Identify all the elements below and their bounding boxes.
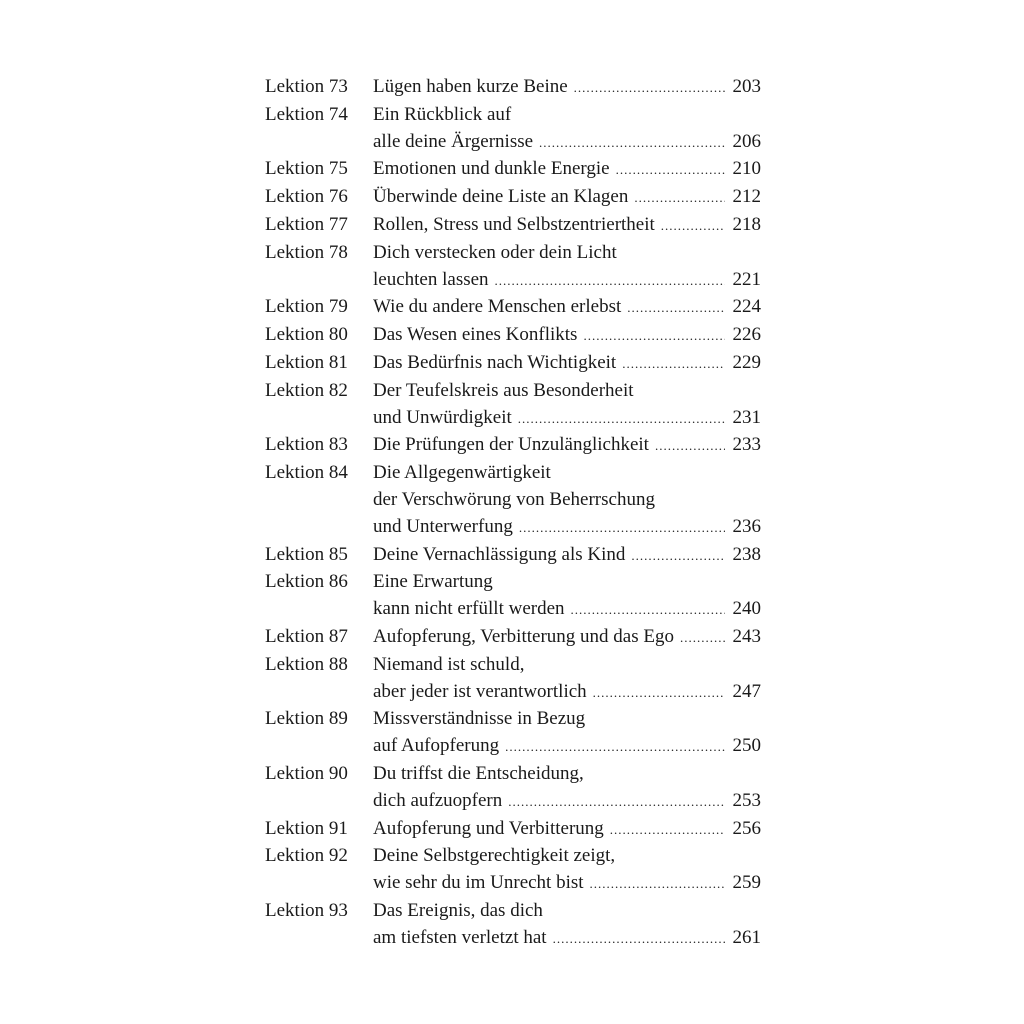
- lesson-number: Lektion 81: [265, 351, 348, 373]
- page-number: 210: [732, 158, 761, 180]
- lesson-title-text: leuchten lassen: [373, 268, 489, 290]
- lesson-title-text: wie sehr du im Unrecht bist: [373, 872, 584, 894]
- toc-entry: [265, 460, 761, 541]
- page-number: 247: [732, 680, 761, 702]
- page-number: 243: [732, 625, 761, 647]
- toc-entry: [265, 240, 761, 295]
- lesson-number: Lektion 91: [265, 817, 348, 839]
- toc-entry: [265, 843, 761, 898]
- lesson-title-block: [373, 322, 761, 350]
- lesson-title-final-line: [373, 294, 761, 322]
- lesson-title-line: Der Teufelskreis aus Besonderheit: [373, 379, 634, 401]
- lesson-title-line: Missverständnisse in Bezug: [373, 708, 586, 730]
- page-number: 226: [732, 324, 761, 346]
- page-number: 233: [732, 434, 761, 456]
- page-number: 259: [732, 872, 761, 894]
- lesson-title-final-line: [373, 679, 761, 707]
- dot-leader: [661, 213, 725, 240]
- dot-leader: [574, 75, 725, 102]
- lesson-title-final-line: [373, 925, 761, 953]
- dot-leader: [495, 268, 725, 295]
- page-number: 224: [732, 296, 761, 318]
- toc-entry: [265, 378, 761, 433]
- toc-entry: [265, 212, 761, 240]
- lesson-number: Lektion 78: [265, 241, 348, 263]
- lesson-number: Lektion 89: [265, 708, 348, 730]
- lesson-title-text: aber jeder ist verantwortlich: [373, 680, 587, 702]
- dot-leader: [539, 130, 725, 157]
- lesson-number: Lektion 83: [265, 434, 348, 456]
- lesson-number: Lektion 93: [265, 899, 348, 921]
- lesson-title-final-line: [373, 870, 761, 898]
- lesson-number: Lektion 86: [265, 571, 348, 593]
- dot-leader: [610, 817, 725, 844]
- lesson-number: Lektion 88: [265, 653, 348, 675]
- toc-entry: [265, 432, 761, 460]
- toc-entry: [265, 322, 761, 350]
- lesson-title-line: Dich verstecken oder dein Licht: [373, 241, 617, 263]
- page-number: 238: [732, 543, 761, 565]
- page-number: 229: [732, 351, 761, 373]
- lesson-number: Lektion 76: [265, 186, 348, 208]
- lesson-title-block: [373, 432, 761, 460]
- toc-entry: [265, 761, 761, 816]
- lesson-title-text: Die Prüfungen der Unzulänglichkeit: [373, 434, 649, 456]
- toc-entry: [265, 542, 761, 570]
- lesson-title-text: Überwinde deine Liste an Klagen: [373, 186, 629, 208]
- page-number: 218: [732, 213, 761, 235]
- lesson-title-block: [373, 102, 761, 157]
- lesson-title-line: Die Allgegenwärtigkeit: [373, 462, 551, 484]
- dot-leader: [590, 871, 725, 898]
- dot-leader: [622, 351, 725, 378]
- lesson-title-final-line: [373, 267, 761, 295]
- toc-entry: [265, 184, 761, 212]
- lesson-title-final-line: [373, 405, 761, 433]
- lesson-title-text: Aufopferung und Verbitterung: [373, 817, 604, 839]
- lesson-title-final-line: [373, 74, 761, 102]
- lesson-title-block: [373, 898, 761, 953]
- lesson-number: Lektion 87: [265, 625, 348, 647]
- lesson-title-final-line: [373, 156, 761, 184]
- lesson-title-text: Das Bedürfnis nach Wichtigkeit: [373, 351, 617, 373]
- lesson-number: Lektion 79: [265, 296, 348, 318]
- lesson-title-block: [373, 294, 761, 322]
- lesson-title-line: Niemand ist schuld,: [373, 653, 525, 675]
- lesson-title-final-line: [373, 322, 761, 350]
- lesson-title-text: und Unwürdigkeit: [373, 406, 512, 428]
- lesson-title-text: kann nicht erfüllt werden: [373, 598, 565, 620]
- toc-entry: [265, 898, 761, 953]
- lesson-title-line: Du triffst die Entscheidung,: [373, 762, 584, 784]
- page-number: 212: [732, 186, 761, 208]
- lesson-number: Lektion 90: [265, 762, 348, 784]
- toc-entry: [265, 156, 761, 184]
- lesson-title-line: der Verschwörung von Beherrschung: [373, 488, 655, 510]
- page-number: 250: [732, 735, 761, 757]
- toc-entry: [265, 624, 761, 652]
- lesson-title-text: Rollen, Stress und Selbstzentriertheit: [373, 213, 655, 235]
- toc-entry: [265, 74, 761, 102]
- lesson-title-final-line: [373, 350, 761, 378]
- dot-leader: [593, 680, 725, 707]
- lesson-title-block: [373, 74, 761, 102]
- lesson-title-text: auf Aufopferung: [373, 735, 500, 757]
- lesson-title-line: Ein Rückblick auf: [373, 103, 512, 125]
- lesson-title-block: [373, 816, 761, 844]
- page-number: 240: [732, 598, 761, 620]
- page-number: 261: [732, 926, 761, 948]
- page-number: 231: [732, 406, 761, 428]
- lesson-title-text: und Unterwerfung: [373, 515, 513, 537]
- lesson-title-text: Deine Vernachlässigung als Kind: [373, 543, 626, 565]
- lesson-title-final-line: [373, 816, 761, 844]
- dot-leader: [508, 789, 725, 816]
- toc-entry: [265, 706, 761, 761]
- toc-entry: [265, 294, 761, 322]
- lesson-title-block: [373, 652, 761, 707]
- lesson-title-final-line: [373, 212, 761, 240]
- toc-entry: [265, 350, 761, 378]
- page-number: 236: [732, 515, 761, 537]
- lesson-number: Lektion 85: [265, 543, 348, 565]
- page-number: 221: [732, 268, 761, 290]
- lesson-number: Lektion 92: [265, 845, 348, 867]
- page-number: 253: [732, 789, 761, 811]
- lesson-title-text: Aufopferung, Verbitterung und das Ego: [373, 625, 674, 647]
- lesson-title-block: [373, 761, 761, 816]
- lesson-title-text: am tiefsten verletzt hat: [373, 926, 547, 948]
- dot-leader: [571, 597, 725, 624]
- table-of-contents: [265, 74, 761, 953]
- lesson-title-block: [373, 240, 761, 295]
- lesson-title-text: Wie du andere Menschen erlebst: [373, 296, 622, 318]
- lesson-title-block: [373, 212, 761, 240]
- toc-entry: [265, 652, 761, 707]
- dot-leader: [519, 515, 725, 542]
- dot-leader: [553, 926, 725, 953]
- lesson-title-block: [373, 569, 761, 624]
- page-number: 203: [732, 76, 761, 97]
- lesson-title-text: alle deine Ärgernisse: [373, 130, 534, 152]
- dot-leader: [505, 734, 725, 761]
- lesson-title-line: Das Ereignis, das dich: [373, 899, 543, 921]
- lesson-number: Lektion 82: [265, 379, 348, 401]
- lesson-title-block: [373, 184, 761, 212]
- lesson-title-final-line: [373, 129, 761, 157]
- dot-leader: [616, 157, 725, 184]
- lesson-number: Lektion 74: [265, 103, 348, 125]
- toc-entry: [265, 816, 761, 844]
- dot-leader: [627, 295, 725, 322]
- lesson-number: Lektion 80: [265, 324, 348, 346]
- lesson-title-block: [373, 460, 761, 541]
- lesson-title-block: [373, 843, 761, 898]
- lesson-title-final-line: [373, 596, 761, 624]
- lesson-title-block: [373, 156, 761, 184]
- lesson-title-final-line: [373, 624, 761, 652]
- toc-entry: [265, 569, 761, 624]
- lesson-title-text: Das Wesen eines Konflikts: [373, 324, 578, 346]
- lesson-number: Lektion 77: [265, 213, 348, 235]
- lesson-title-text: Emotionen und dunkle Energie: [373, 158, 610, 180]
- lesson-title-block: [373, 378, 761, 433]
- dot-leader: [583, 323, 725, 350]
- dot-leader: [655, 433, 725, 460]
- lesson-title-final-line: [373, 788, 761, 816]
- lesson-title-block: [373, 350, 761, 378]
- lesson-title-text: dich aufzuopfern: [373, 789, 503, 811]
- lesson-number: Lektion 84: [265, 462, 348, 484]
- lesson-number: Lektion 75: [265, 158, 348, 180]
- dot-leader: [631, 543, 725, 570]
- page-number: 206: [732, 130, 761, 152]
- dot-leader: [634, 185, 725, 212]
- lesson-title-block: [373, 706, 761, 761]
- dot-leader: [680, 625, 725, 652]
- lesson-title-final-line: [373, 432, 761, 460]
- lesson-title-final-line: [373, 733, 761, 761]
- lesson-title-line: Eine Erwartung: [373, 571, 493, 593]
- lesson-title-block: [373, 624, 761, 652]
- lesson-title-final-line: [373, 514, 761, 542]
- lesson-title-final-line: [373, 542, 761, 570]
- lesson-title-block: [373, 542, 761, 570]
- dot-leader: [518, 406, 725, 433]
- lesson-number: Lektion 73: [265, 76, 348, 97]
- page-number: 256: [732, 817, 761, 839]
- lesson-title-final-line: [373, 184, 761, 212]
- toc-entry: [265, 102, 761, 157]
- lesson-title-text: Lügen haben kurze Beine: [373, 76, 568, 97]
- lesson-title-line: Deine Selbstgerechtigkeit zeigt,: [373, 845, 616, 867]
